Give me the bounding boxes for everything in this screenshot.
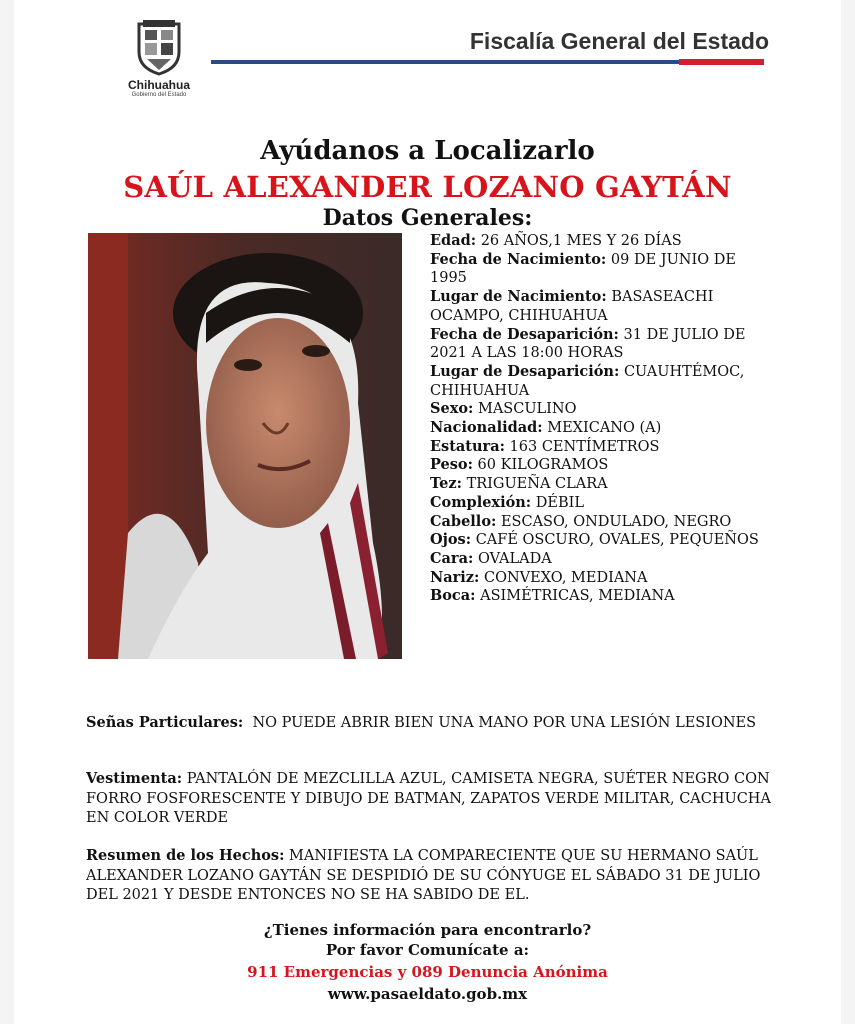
agency-name: Fiscalía General del Estado [469, 28, 769, 54]
missing-person-photo [88, 233, 402, 659]
detail-lugar-desaparicion: Lugar de Desaparición: CUAUHTÉMOC, CHIHUAHUA [430, 362, 745, 399]
detail-ojos: Ojos: CAFÉ OSCURO, OVALES, PEQUEÑOS [430, 531, 759, 549]
detail-tez: Tez: TRIGUEÑA CLARA [430, 475, 608, 493]
page-title: Ayúdanos a Localizarlo [260, 136, 595, 166]
chihuahua-logo [114, 18, 204, 98]
detail-peso: Peso: 60 KILOGRAMOS [430, 456, 609, 474]
footer-phones: 911 Emergencias y 089 Denuncia Anónima [247, 963, 608, 981]
person-name: SAÚL ALEXANDER LOZANO GAYTÁN [123, 170, 732, 204]
detail-nariz: Nariz: CONVEXO, MEDIANA [430, 568, 648, 586]
header-rule-blue [211, 60, 679, 64]
logo-text: Chihuahua [128, 78, 190, 92]
logo-subtext: Gobierno del Estado [131, 92, 187, 98]
detail-boca: Boca: ASIMÉTRICAS, MEDIANA [430, 587, 675, 605]
detail-fecha-nacimiento: Fecha de Nacimiento: 09 DE JUNIO DE 1995 [430, 250, 736, 287]
resumen-hechos: Resumen de los Hechos: MANIFIESTA LA COMPARECIENTE QUE SU HERMANO SAÚL ALEXANDER LOZANO GAYTÁN SE DESPIDIÓ DE SU CÓNYUGE EL SÁBADO 31 DE JULIO DEL 2021 Y DESDE ENTONCES NO SE HA SABIDO DE EL. [86, 847, 761, 903]
flyer-page [14, 0, 841, 1024]
detail-lugar-nacimiento: Lugar de Nacimiento: BASASEACHI OCAMPO, CHIHUAHUA [430, 288, 714, 324]
header-rule-red [679, 59, 764, 65]
detail-edad: Edad: 26 AÑOS,1 MES Y 26 DÍAS [430, 232, 682, 249]
detail-cabello: Cabello: ESCASO, ONDULADO, NEGRO [430, 512, 732, 530]
vestimenta: Vestimenta: PANTALÓN DE MEZCLILLA AZUL, CAMISETA NEGRA, SUÉTER NEGRO CON FORRO FOSFORESCENTE Y DIBUJO DE BATMAN, ZAPATOS VERDE MILITAR, CACHUCHA EN COLOR VERDE [86, 770, 771, 826]
coat-of-arms-icon [131, 18, 187, 76]
section-title [14, 205, 841, 231]
footer-question: ¿Tienes información para encontrarlo? [263, 921, 592, 939]
detail-complexion: Complexión: DÉBIL [430, 493, 584, 511]
detail-nacionalidad: Nacionalidad: MEXICANO (A) [430, 419, 662, 437]
senas-particulares: Señas Particulares: NO PUEDE ABRIR BIEN UNA MANO POR UNA LESIÓN LESIONES [86, 714, 757, 731]
detail-cara: Cara: OVALADA [430, 549, 552, 567]
detail-sexo: Sexo: MASCULINO [430, 400, 577, 418]
footer-website-link[interactable]: www.pasaeldato.gob.mx [327, 985, 528, 1003]
general-data-list [430, 232, 775, 606]
detail-fecha-desaparicion: Fecha de Desaparición: 31 DE JULIO DE 2021 A LAS 18:00 HORAS [430, 325, 746, 362]
footer-contact-prompt: Por favor Comunícate a: [325, 941, 530, 959]
person-portrait-icon [88, 233, 402, 659]
section-title-text: Datos Generales: [322, 205, 533, 231]
detail-estatura: Estatura: 163 CENTÍMETROS [430, 437, 660, 455]
